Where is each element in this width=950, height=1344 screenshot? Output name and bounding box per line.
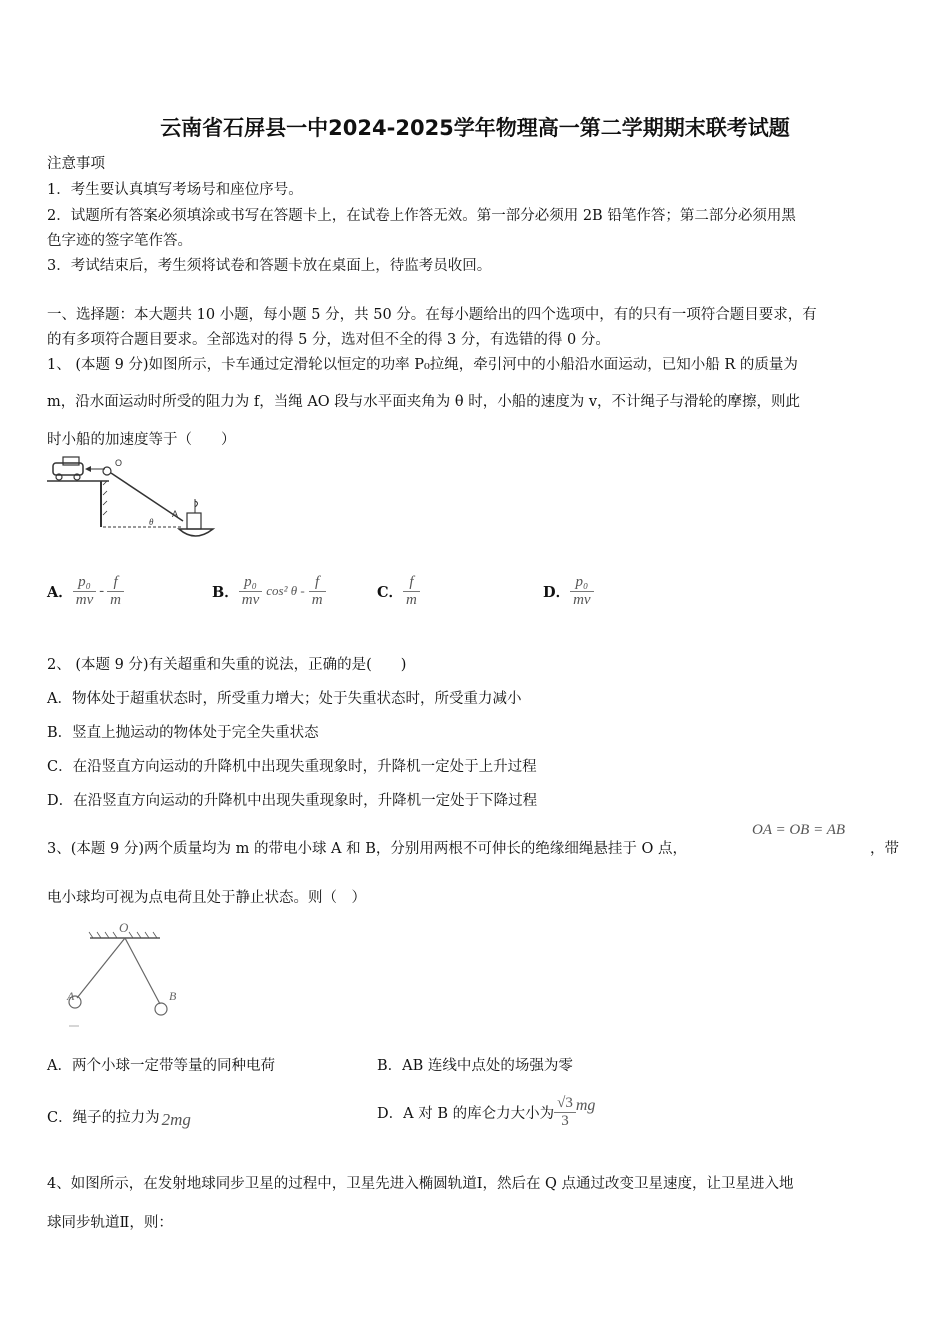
numerator: p₀: [73, 574, 97, 592]
q1-label-theta: θ: [149, 517, 154, 527]
option-label: D．: [543, 583, 571, 601]
notice-item: 2．试题所有答案必须填涂或书写在答题卡上，在试卷上作答无效。第一部分必须用 2B 铅笔作答；第二部分必须用黑: [47, 208, 796, 224]
fraction: [570, 574, 594, 609]
expression: mg: [575, 1097, 596, 1114]
q4-stem: 4、如图所示，在发射地球同步卫星的过程中，卫星先进入椭圆轨道Ⅰ，然后在 Q 点通过改变卫星速度，让卫星进入地: [47, 1176, 794, 1192]
option-label: B．: [212, 583, 239, 601]
denominator: m: [311, 591, 323, 608]
denominator: m: [110, 591, 121, 608]
q3-label-b: B: [169, 989, 177, 1003]
denominator: m: [406, 591, 417, 608]
fraction: [107, 574, 124, 609]
numerator: f: [403, 574, 420, 592]
section-intro: 的有多项符合题目要求。全部选对的得 5 分，选对但不全的得 3 分，有选错的得 0 分。: [47, 332, 610, 348]
notice-item: 1．考生要认真填写考场号和座位序号。: [47, 182, 303, 198]
option-label: C．: [377, 583, 404, 601]
q1-option-a[interactable]: [47, 566, 124, 616]
denominator: mv: [241, 591, 260, 608]
fraction: [403, 574, 420, 609]
denominator: 3: [561, 1112, 569, 1129]
q3-option-d[interactable]: [377, 1086, 595, 1138]
option-text: C．绳子的拉力为: [47, 1110, 160, 1126]
q3-label-a: A: [67, 989, 75, 1003]
q1-stem: 时小船的加速度等于（ ）: [47, 432, 236, 448]
section-intro: 一、选择题：本大题共 10 小题，每小题 5 分，共 50 分。在每小题给出的四个选项中，有的只有一项符合题目要求，有: [47, 307, 817, 323]
q1-label-a: A: [172, 509, 179, 519]
fraction: [239, 574, 263, 609]
q3-option-c[interactable]: [47, 1106, 191, 1127]
q3-figure: [55, 918, 175, 1038]
expression: cos² θ -: [266, 583, 305, 598]
numerator: p₀: [239, 574, 263, 592]
q4-stem: 球同步轨道Ⅱ，则：: [47, 1215, 173, 1231]
numerator: f: [107, 574, 124, 592]
notice-item: 色字迹的签字笔作答。: [47, 233, 192, 249]
notice-item: 3．考试结束后，考生须将试卷和答题卡放在桌面上，待监考员收回。: [47, 258, 492, 274]
q3-stem-tail: ，带: [870, 841, 899, 857]
q1-option-c[interactable]: [377, 566, 420, 616]
numerator: √3: [554, 1095, 576, 1113]
q3-option-a[interactable]: A．两个小球一定带等量的同种电荷: [47, 1058, 275, 1074]
page-title: 云南省石屏县一中2024-2025学年物理高一第二学期期末联考试题: [160, 116, 790, 140]
q2-option-a[interactable]: A．物体处于超重状态时，所受重力增大；处于失重状态时，所受重力减小: [47, 691, 522, 707]
q1-option-d[interactable]: [543, 566, 594, 616]
q2-option-b[interactable]: B．竖直上抛运动的物体处于完全失重状态: [47, 725, 319, 741]
option-text: D．A 对 B 的库仑力大小为: [377, 1105, 555, 1122]
q1-label-o: O: [115, 458, 123, 468]
q2-option-d[interactable]: D．在沿竖直方向运动的升降机中出现失重现象时，升降机一定处于下降过程: [47, 793, 538, 809]
q2-option-c[interactable]: C．在沿竖直方向运动的升降机中出现失重现象时，升降机一定处于上升过程: [47, 759, 537, 775]
option-label: A．: [47, 583, 73, 601]
operator: -: [99, 582, 105, 599]
numerator: p₀: [570, 574, 594, 592]
expression: 2mg: [161, 1109, 191, 1129]
q3-equation: OA = OB = AB: [752, 822, 846, 838]
q1-figure: [45, 455, 220, 545]
notice-heading: 注意事项: [47, 156, 105, 172]
fraction: [554, 1095, 576, 1130]
denominator: mv: [75, 591, 94, 608]
denominator: mv: [573, 591, 591, 608]
q2-stem: 2、 (本题 9 分)有关超重和失重的说法，正确的是( ): [47, 657, 407, 673]
q3-label-o: O: [119, 920, 129, 935]
q3-option-b[interactable]: B．AB 连线中点处的场强为零: [377, 1058, 573, 1074]
q3-stem: 电小球均可视为点电荷且处于静止状态。则（ ）: [47, 890, 366, 906]
fraction: [73, 574, 97, 609]
q1-option-b[interactable]: [212, 566, 326, 616]
q3-stem: 3、(本题 9 分)两个质量均为 m 的带电小球 A 和 B，分别用两根不可伸长的绝缘细绳悬挂于 O 点，: [47, 841, 688, 857]
numerator: f: [309, 574, 326, 592]
fraction: [309, 574, 326, 609]
q1-stem: m，沿水面运动时所受的阻力为 f，当绳 AO 段与水平面夹角为 θ 时，小船的速度为 v，不计绳子与滑轮的摩擦，则此: [47, 394, 801, 410]
q1-stem: 1、 (本题 9 分)如图所示，卡车通过定滑轮以恒定的功率 P₀拉绳，牵引河中的小船沿水面运动，已知小船 R 的质量为: [47, 357, 798, 373]
